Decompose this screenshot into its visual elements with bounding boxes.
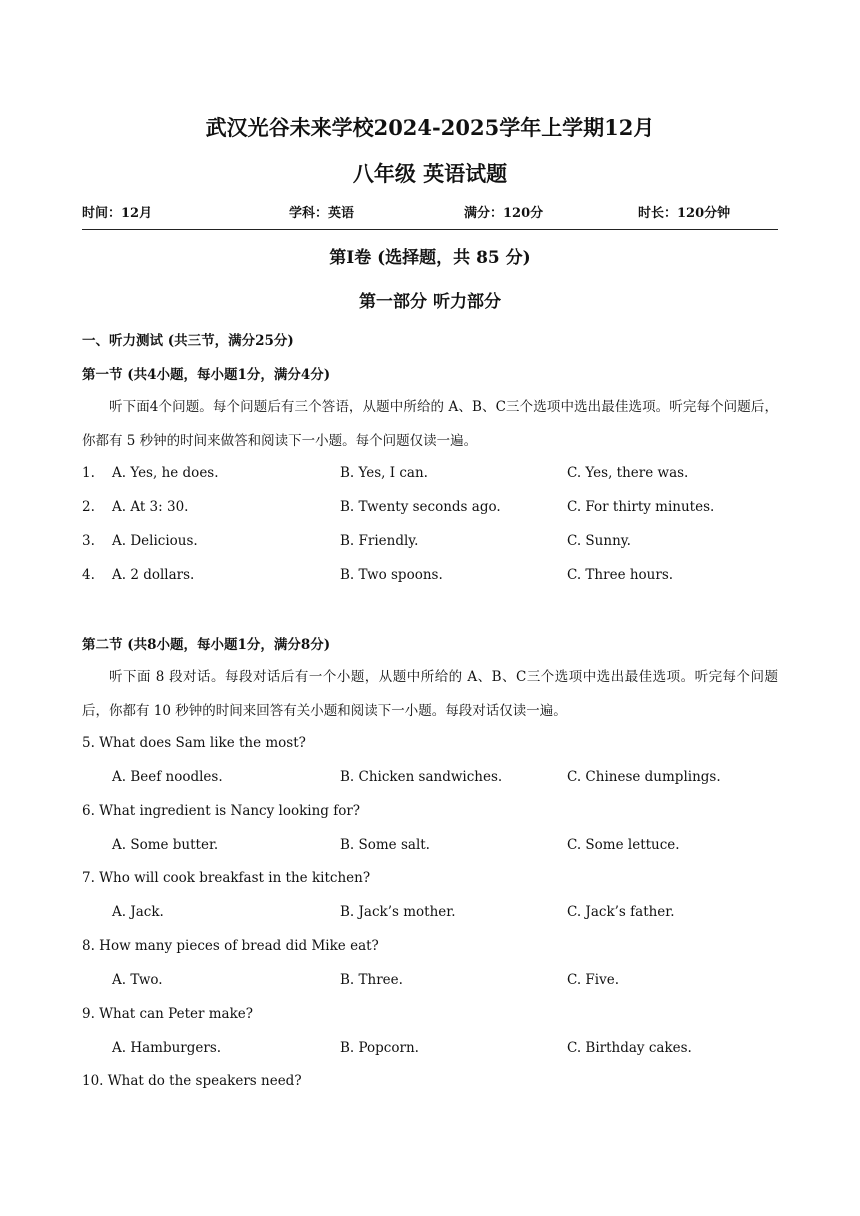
exam-title: 武汉光谷未来学校2024-2025学年上学期12月	[205, 115, 655, 140]
meta-duration: 时长：120分钟	[638, 206, 731, 221]
meta-subject: 学科：英语	[289, 206, 355, 221]
option-b: B. Friendly.	[340, 533, 419, 549]
question-row	[82, 465, 778, 485]
option-row	[82, 837, 778, 857]
option-a: A. Delicious.	[112, 533, 198, 549]
question-number: 1.	[82, 465, 95, 481]
option-a: A. Some butter.	[112, 837, 219, 853]
question-row	[82, 499, 778, 519]
question-text: 7. Who will cook breakfast in the kitchen?	[82, 870, 371, 886]
option-row	[82, 769, 778, 789]
question-number: 4.	[82, 567, 95, 583]
section2-instructions: 听下面 8 段对话。每段对话后有一个小题，从题中所给的 A、B、C三个选项中选出最佳选项。听完每个问题后，你都有 10 秒钟的时间来回答有关小题和阅读下一小题。每段对话仅读一遍。	[82, 669, 778, 719]
option-b: B. Yes, I can.	[340, 465, 428, 481]
option-c: C. Five.	[567, 972, 620, 988]
question-number: 2.	[82, 499, 95, 515]
listening-heading: 一、听力测试 (共三节，满分25分)	[82, 333, 294, 349]
option-row	[82, 1040, 778, 1060]
option-c: C. Chinese dumplings.	[567, 769, 721, 785]
meta-score: 满分：120分	[464, 206, 544, 221]
option-b: B. Two spoons.	[340, 567, 443, 583]
option-c: C. Yes, there was.	[567, 465, 689, 481]
volume-title: 第I卷 (选择题，共 85 分)	[329, 248, 531, 268]
option-a: A. Two.	[112, 972, 163, 988]
question-text: 6. What ingredient is Nancy looking for?	[82, 803, 361, 819]
section1-instructions: 听下面4个问题。每个问题后有三个答语，从题中所给的 A、B、C三个选项中选出最佳选项。听完每个问题后，你都有 5 秒钟的时间来做答和阅读下一小题。每个问题仅读一遍。	[82, 399, 778, 449]
option-c: C. Some lettuce.	[567, 837, 680, 853]
question-text: 8. How many pieces of bread did Mike eat?	[82, 938, 379, 954]
option-c: C. Birthday cakes.	[567, 1040, 692, 1056]
option-a: A. At 3: 30.	[112, 499, 189, 515]
option-c: C. Sunny.	[567, 533, 631, 549]
option-b: B. Chicken sandwiches.	[340, 769, 503, 785]
part-title: 第一部分 听力部分	[359, 292, 501, 312]
option-a: A. Beef noodles.	[112, 769, 223, 785]
meta-time: 时间：12月	[82, 206, 153, 221]
question-row	[82, 533, 778, 553]
option-a: A. 2 dollars.	[112, 567, 195, 583]
option-a: A. Yes, he does.	[112, 465, 219, 481]
option-c: C. Three hours.	[567, 567, 674, 583]
option-b: B. Popcorn.	[340, 1040, 419, 1056]
option-a: A. Jack.	[112, 904, 164, 920]
option-c: C. Jack’s father.	[567, 904, 675, 920]
option-b: B. Three.	[340, 972, 403, 988]
section2-heading: 第二节 (共8小题，每小题1分，满分8分)	[82, 637, 331, 653]
question-text: 5. What does Sam like the most?	[82, 735, 306, 751]
question-number: 3.	[82, 533, 95, 549]
option-c: C. For thirty minutes.	[567, 499, 715, 515]
question-text: 10. What do the speakers need?	[82, 1073, 302, 1089]
option-b: B. Twenty seconds ago.	[340, 499, 501, 515]
option-a: A. Hamburgers.	[112, 1040, 222, 1056]
header-divider	[82, 229, 778, 230]
section1-heading: 第一节 (共4小题，每小题1分，满分4分)	[82, 367, 331, 383]
option-row	[82, 972, 778, 992]
option-b: B. Jack’s mother.	[340, 904, 456, 920]
question-text: 9. What can Peter make?	[82, 1006, 253, 1022]
exam-subtitle: 八年级 英语试题	[352, 161, 508, 186]
question-row	[82, 567, 778, 587]
option-b: B. Some salt.	[340, 837, 430, 853]
option-row	[82, 904, 778, 924]
